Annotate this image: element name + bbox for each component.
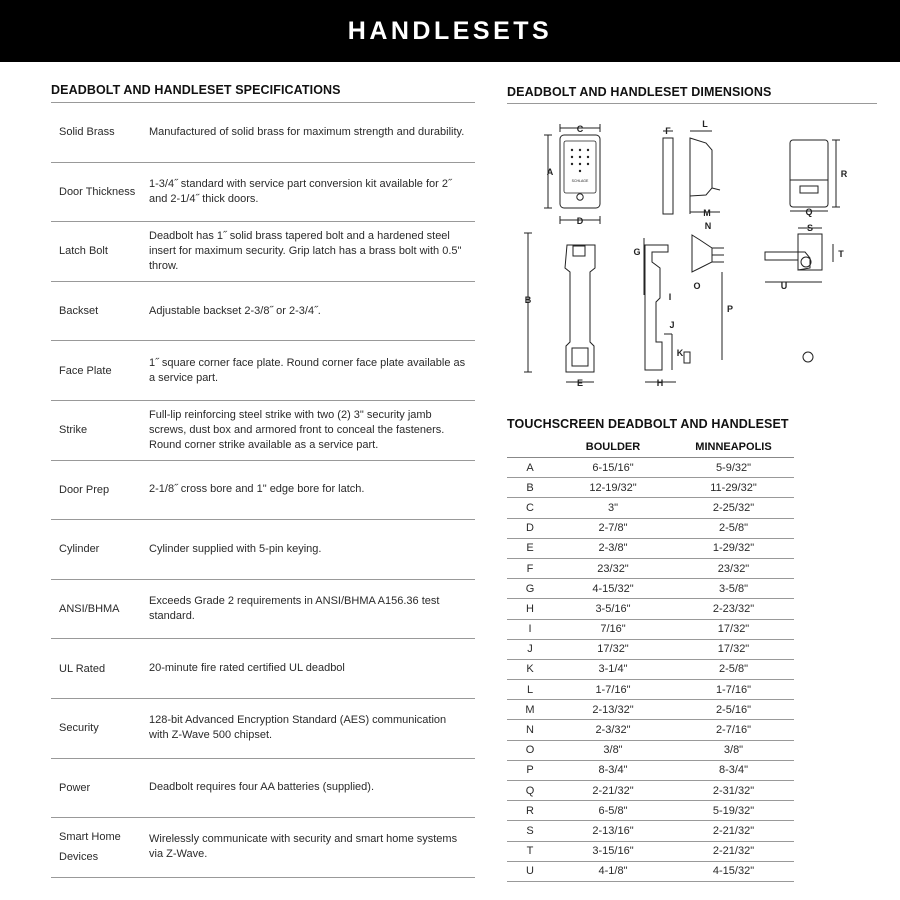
measurement-letter: P: [507, 760, 553, 780]
measurement-row: [507, 639, 794, 659]
measurement-letter: H: [507, 599, 553, 619]
measurement-row: [507, 659, 794, 679]
measurement-letter: L: [507, 680, 553, 700]
measurement-minneapolis: 2-31/32": [673, 781, 794, 801]
measurement-boulder: 3": [553, 498, 673, 518]
spec-label: ANSI/BHMA: [59, 603, 120, 616]
dim-label-l: L: [702, 119, 708, 129]
spec-description: 128-bit Advanced Encryption Standard (AES) communication with Z-Wave 500 chipset.: [149, 714, 447, 742]
dim-label-n: N: [704, 221, 712, 231]
spec-row: [51, 639, 475, 699]
spec-label: Door Thickness: [59, 185, 136, 198]
handleset-side-drawing: [644, 238, 676, 382]
measurement-minneapolis: 8-3/4": [673, 760, 794, 780]
deadbolt-side-drawing: [663, 131, 720, 214]
measurements-header-row: [507, 437, 794, 458]
dim-label-i: I: [668, 292, 672, 302]
measurement-letter: G: [507, 579, 553, 599]
spec-label: Door Prep: [59, 483, 110, 496]
measurement-letter: T: [507, 841, 553, 861]
measurement-minneapolis: 1-29/32": [673, 538, 794, 558]
measurement-minneapolis: 5-9/32": [673, 458, 794, 478]
spec-description: 1-3/4˝ standard with service part conversion kit available for 2˝ and 2-1/4˝ thick doors.: [149, 177, 452, 205]
dim-label-k: K: [676, 348, 684, 358]
header-letter: [507, 437, 553, 458]
measurement-boulder: 7/16": [553, 619, 673, 639]
measurement-boulder: 4-15/32": [553, 579, 673, 599]
measurement-letter: M: [507, 700, 553, 720]
measurement-row: [507, 458, 794, 478]
spec-row: [51, 699, 475, 759]
measurement-letter: E: [507, 538, 553, 558]
dimensions-diagram: [507, 110, 877, 400]
spec-row: [51, 818, 475, 878]
measurement-minneapolis: 17/32": [673, 619, 794, 639]
spec-label: Latch Bolt: [59, 245, 108, 258]
measurement-letter: D: [507, 518, 553, 538]
measurement-minneapolis: 11-29/32": [673, 478, 794, 498]
measurement-boulder: 17/32": [553, 639, 673, 659]
measurement-boulder: 3-15/16": [553, 841, 673, 861]
lever-drawing: [765, 228, 833, 282]
measurement-row: [507, 740, 794, 760]
spec-description: Adjustable backset 2-3/8˝ or 2-3/4˝.: [149, 304, 321, 317]
reference-circle: [803, 352, 813, 362]
measurement-minneapolis: 2-7/16": [673, 720, 794, 740]
spec-label: Solid Brass: [59, 126, 115, 139]
dim-label-e: E: [576, 378, 584, 388]
spec-label: Backset: [59, 305, 99, 318]
measurement-row: [507, 579, 794, 599]
deadbolt-back-drawing: [790, 140, 840, 211]
spec-row: [51, 103, 475, 163]
spec-row: [51, 401, 475, 461]
measurement-boulder: 2-13/32": [553, 700, 673, 720]
dim-label-c: C: [576, 124, 584, 134]
dim-label-d: D: [576, 216, 584, 226]
measurement-letter: O: [507, 740, 553, 760]
measurements-heading: TOUCHSCREEN DEADBOLT AND HANDLESET: [507, 417, 789, 431]
dim-label-t: T: [838, 249, 844, 259]
measurement-row: [507, 841, 794, 861]
measurement-letter: S: [507, 821, 553, 841]
measurement-boulder: 2-13/16": [553, 821, 673, 841]
measurement-boulder: 6-15/16": [553, 458, 673, 478]
measurement-letter: K: [507, 659, 553, 679]
spec-label: Strike: [59, 424, 88, 437]
measurement-letter: F: [507, 558, 553, 578]
measurement-minneapolis: 5-19/32": [673, 801, 794, 821]
measurement-row: [507, 680, 794, 700]
measurement-letter: J: [507, 639, 553, 659]
dimensions-divider: [507, 103, 877, 104]
measurement-boulder: 4-1/8": [553, 861, 673, 881]
dim-label-o: O: [693, 281, 701, 291]
spec-description: Deadbolt requires four AA batteries (supplied).: [149, 781, 375, 794]
spec-row: [51, 461, 475, 521]
header-boulder: BOULDER: [553, 437, 673, 458]
dim-label-u: U: [780, 281, 788, 291]
spec-description: Manufactured of solid brass for maximum strength and durability.: [149, 125, 465, 138]
spec-row: [51, 520, 475, 580]
dim-label-q: Q: [805, 207, 813, 217]
measurement-row: [507, 700, 794, 720]
spec-label: Power: [59, 781, 91, 794]
dim-label-m: M: [703, 208, 711, 218]
measurement-minneapolis: 3-5/8": [673, 579, 794, 599]
dim-label-j: J: [669, 320, 675, 330]
measurement-letter: A: [507, 458, 553, 478]
spec-description: Cylinder supplied with 5-pin keying.: [149, 542, 322, 555]
dimensions-heading: DEADBOLT AND HANDLESET DIMENSIONS: [507, 85, 772, 99]
measurement-boulder: 3-5/16": [553, 599, 673, 619]
measurement-minneapolis: 2-25/32": [673, 498, 794, 518]
spec-row: [51, 759, 475, 819]
measurement-boulder: 3/8": [553, 740, 673, 760]
measurement-boulder: 12-19/32": [553, 478, 673, 498]
spec-label: UL Rated: [59, 662, 106, 675]
header-minneapolis: MINNEAPOLIS: [673, 437, 794, 458]
page-title: HANDLESETS: [347, 16, 553, 45]
measurement-row: [507, 498, 794, 518]
measurement-row: [507, 558, 794, 578]
measurement-letter: R: [507, 801, 553, 821]
spec-row: [51, 341, 475, 401]
spec-description: Deadbolt has 1˝ solid brass tapered bolt and a hardened steel insert for maximum security. Grip latch has a brass bolt with 0.5" throw.: [149, 229, 462, 272]
spec-row: [51, 163, 475, 223]
measurement-minneapolis: 1-7/16": [673, 680, 794, 700]
measurement-boulder: 2-21/32": [553, 781, 673, 801]
measurement-row: [507, 599, 794, 619]
measurements-table: [507, 437, 794, 882]
measurement-letter: B: [507, 478, 553, 498]
dim-label-b: B: [524, 295, 532, 305]
measurement-minneapolis: 23/32": [673, 558, 794, 578]
measurement-row: [507, 518, 794, 538]
measurement-row: [507, 861, 794, 881]
measurement-letter: C: [507, 498, 553, 518]
spec-row: [51, 222, 475, 282]
deadbolt-brand-mark: SCHLAGE: [571, 179, 589, 183]
measurement-row: [507, 821, 794, 841]
measurement-boulder: 6-5/8": [553, 801, 673, 821]
measurement-boulder: 3-1/4": [553, 659, 673, 679]
measurement-minneapolis: 4-15/32": [673, 861, 794, 881]
spec-label: Security: [59, 722, 99, 735]
specifications-table: [51, 102, 475, 878]
dim-label-a: A: [546, 167, 554, 177]
measurement-row: [507, 720, 794, 740]
measurement-minneapolis: 3/8": [673, 740, 794, 760]
dim-label-f: F: [665, 126, 671, 136]
dim-label-s: S: [806, 223, 814, 233]
measurement-minneapolis: 2-23/32": [673, 599, 794, 619]
measurement-minneapolis: 2-5/16": [673, 700, 794, 720]
measurement-row: [507, 801, 794, 821]
spec-description: Exceeds Grade 2 requirements in ANSI/BHMA A156.36 test standard.: [149, 595, 440, 623]
measurement-row: [507, 478, 794, 498]
spec-description: 20-minute fire rated certified UL deadbol: [149, 662, 345, 675]
measurement-row: [507, 781, 794, 801]
measurement-row: [507, 760, 794, 780]
spec-label: Face Plate: [59, 364, 112, 377]
dim-label-h: H: [656, 378, 664, 388]
latch-drawing: [684, 235, 724, 363]
page-banner: [0, 0, 900, 62]
measurement-letter: Q: [507, 781, 553, 801]
measurement-boulder: 2-3/8": [553, 538, 673, 558]
measurement-minneapolis: 2-5/8": [673, 659, 794, 679]
measurement-minneapolis: 2-5/8": [673, 518, 794, 538]
spec-description: Full-lip reinforcing steel strike with two (2) 3" security jamb screws, dust box and armored front to conceal the fasteners. Round corner strike available as a service part.: [149, 408, 445, 451]
spec-description: Wirelessly communicate with security and smart home systems via Z-Wave.: [149, 833, 458, 861]
measurement-boulder: 8-3/4": [553, 760, 673, 780]
spec-label: Smart Home Devices: [59, 831, 121, 864]
dim-label-r: R: [840, 169, 848, 179]
measurement-letter: N: [507, 720, 553, 740]
measurement-letter: U: [507, 861, 553, 881]
measurement-minneapolis: 2-21/32": [673, 841, 794, 861]
dim-label-p: P: [726, 304, 734, 314]
spec-row: [51, 282, 475, 342]
measurement-minneapolis: 2-21/32": [673, 821, 794, 841]
measurement-boulder: 2-3/32": [553, 720, 673, 740]
spec-description: 1˝ square corner face plate. Round corner face plate available as a service part.: [149, 356, 466, 384]
measurement-row: [507, 619, 794, 639]
specifications-heading: DEADBOLT AND HANDLESET SPECIFICATIONS: [51, 83, 341, 97]
measurement-boulder: 2-7/8": [553, 518, 673, 538]
measurement-boulder: 1-7/16": [553, 680, 673, 700]
handleset-front-drawing: [524, 233, 595, 382]
spec-description: 2-1/8˝ cross bore and 1" edge bore for latch.: [149, 483, 365, 496]
measurement-row: [507, 538, 794, 558]
spec-row: [51, 580, 475, 640]
dim-label-g: G: [633, 247, 641, 257]
measurement-minneapolis: 17/32": [673, 639, 794, 659]
spec-label: Cylinder: [59, 543, 100, 556]
measurement-letter: I: [507, 619, 553, 639]
measurement-boulder: 23/32": [553, 558, 673, 578]
